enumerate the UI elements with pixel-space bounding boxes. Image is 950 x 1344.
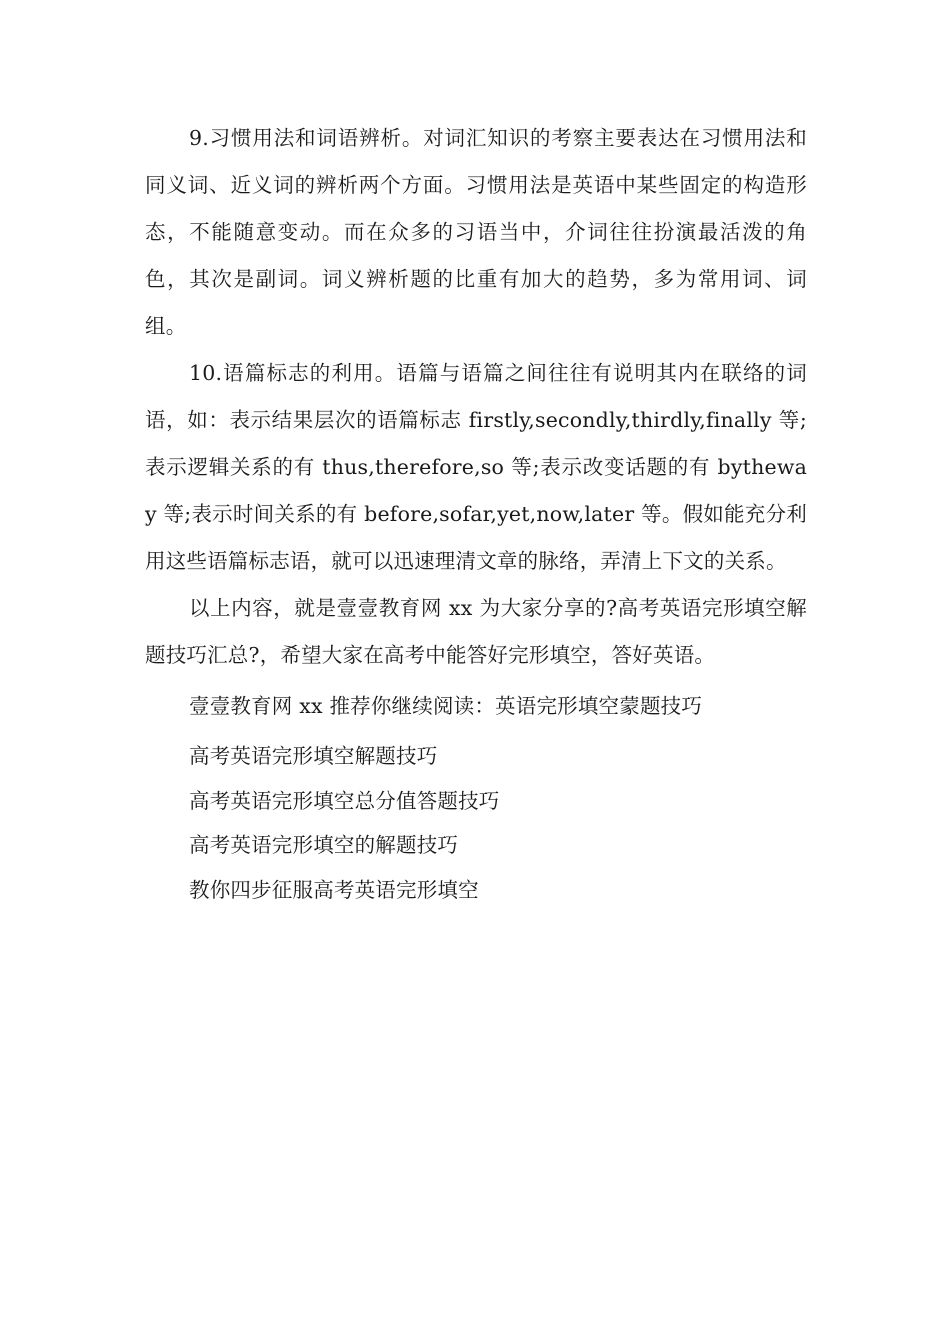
document-body xyxy=(145,115,807,912)
related-link[interactable]: 高考英语完形填空解题技巧 xyxy=(189,744,438,768)
related-link[interactable]: 高考英语完形填空总分值答题技巧 xyxy=(189,788,500,813)
related-link[interactable]: 高考英语完形填空的解题技巧 xyxy=(189,833,459,857)
related-reading xyxy=(145,683,807,912)
paragraph-discourse-markers: 10.语篇标志的利用。语篇与语篇之间往往有说明其内在联络的词语，如：表示结果层次的语篇标志 firstly,secondly,thirdly,finally 等;表示逻辑关系的有 thus,therefore,so 等;表示改变话题的有 bytheway 等;表示时间关系的有 before,sofar,yet,now,later 等。假如能充分利用这些语篇标志语，就可以迅速理清文章的脉络，弄清上下文的关系。 xyxy=(145,361,807,573)
related-link[interactable]: 教你四步征服高考英语完形填空 xyxy=(189,877,479,902)
paragraph-summary: 以上内容，就是壹壹教育网 xx 为大家分享的?高考英语完形填空解题技巧汇总?，希望大家在高考中能答好完形填空，答好英语。 xyxy=(145,596,807,667)
recommend-line[interactable]: 壹壹教育网 xx 推荐你继续阅读：英语完形填空蒙题技巧 xyxy=(189,694,703,718)
paragraph-idioms: 9.习惯用法和词语辨析。对词汇知识的考察主要表达在习惯用法和同义词、近义词的辨析两个方面。习惯用法是英语中某些固定的构造形态，不能随意变动。而在众多的习语当中，介词往往扮演最活泼的角色，其次是副词。词义辨析题的比重有加大的趋势，多为常用词、词组。 xyxy=(145,126,807,338)
